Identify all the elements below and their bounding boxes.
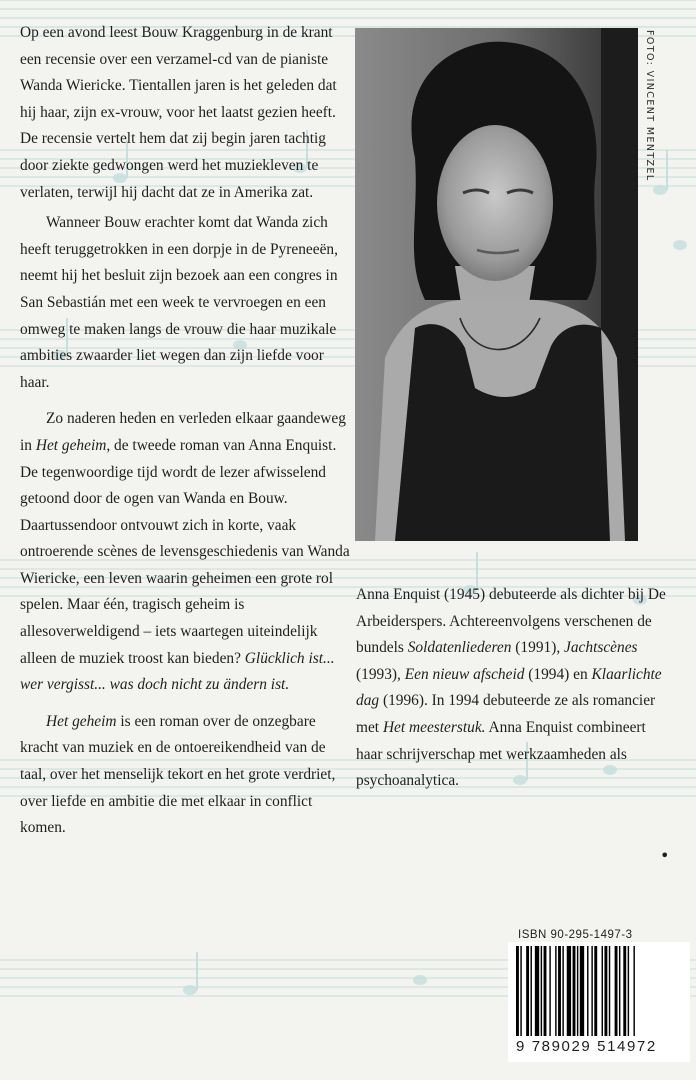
- barcode-bar: [562, 946, 563, 1036]
- barcode-bar: [609, 946, 610, 1036]
- bio-text: (1994) en: [524, 665, 592, 683]
- bio-text: (1996). In 1994 debuteerde ze als romancier met: [356, 692, 656, 736]
- bio-text: Anna Enquist (1945) debuteerde als dichter bij De Arbeiderspers. Achtereenvolgens verschenen de bundels: [356, 586, 666, 657]
- barcode-bar: [516, 946, 519, 1036]
- bullet-dot: •: [660, 846, 670, 865]
- barcode-number: 9 789029 514972: [516, 1038, 657, 1055]
- barcode-bar: [594, 946, 597, 1036]
- barcode-bar: [573, 946, 576, 1036]
- barcode-bar: [623, 946, 626, 1036]
- book-title: Het geheim: [46, 712, 117, 730]
- book-title: Jachtscènes: [564, 639, 638, 657]
- book-title: Klaarlichte dag: [356, 665, 662, 710]
- barcode-bar: [544, 946, 547, 1036]
- barcode-bar: [531, 946, 532, 1036]
- barcode-bar: [535, 946, 539, 1036]
- barcode-bar: [619, 946, 620, 1036]
- bio-paragraph: [356, 582, 676, 795]
- blurb-text: Zo naderen heden en verleden elkaar gaandeweg in: [20, 410, 346, 454]
- blurb-text: is een roman over de onzegbare kracht van muziek en de ontoereikendheid van de taal, over het menselijk tekort en het grote verdriet, over liefde en ambitie die met elkaar in conflict komen.: [20, 712, 336, 837]
- photo-credit: FOTO: VINCENT MENTZEL: [644, 30, 655, 182]
- barcode-bar: [558, 946, 561, 1036]
- book-title: Het geheim: [35, 436, 107, 454]
- book-blurb: [20, 20, 350, 842]
- author-photo: [355, 28, 638, 541]
- barcode-bar: [633, 946, 634, 1036]
- barcode-bar: [526, 946, 529, 1036]
- blurb-paragraph-4: [20, 709, 350, 842]
- bio-text: Anna Enquist combineert haar schrijverschap met werkzaamheden als psychoanalytica.: [356, 718, 646, 790]
- blurb-text: , de tweede roman van Anna Enquist. De tegenwoordige tijd wordt de lezer afwisselend getoond door de ogen van Wanda en Bouw. Daartussendoor ontvouwt zich in korte, vaak ontroerende scènes de levensgeschiedenis van Wanda Wiericke, een leven waarin geheimen een grote rol spelen. Maar één, tragisch geheim is allesoverweldigend – iets waartegen uiteindelijk alleen de muziek troost kan bieden?: [20, 436, 350, 667]
- barcode-bar: [615, 946, 618, 1036]
- barcode-bar: [591, 946, 592, 1036]
- barcode-bar: [520, 946, 521, 1036]
- book-title: Het meesterstuk.: [382, 718, 486, 736]
- barcode-bars: [514, 946, 684, 1036]
- barcode-bar: [549, 946, 550, 1036]
- isbn-label: ISBN 90-295-1497-3: [518, 929, 633, 941]
- barcode-bar: [602, 946, 603, 1036]
- barcode-bar: [628, 946, 629, 1036]
- quote: Glücklich ist... wer vergisst... was doch nicht zu ändern ist.: [20, 649, 335, 694]
- barcode-bar: [580, 946, 584, 1036]
- barcode: [508, 942, 690, 1062]
- barcode-bar: [567, 946, 571, 1036]
- bio-text: (1991),: [511, 639, 565, 657]
- barcode-bar: [604, 946, 607, 1036]
- bio-text: (1993),: [356, 665, 405, 683]
- barcode-bar: [577, 946, 578, 1036]
- blurb-paragraph-3: [20, 406, 350, 699]
- barcode-bar: [555, 946, 556, 1036]
- book-title: Een nieuw afscheid: [404, 665, 525, 683]
- author-bio: [356, 582, 676, 795]
- blurb-paragraph-2: Wanneer Bouw erachter komt dat Wanda zich heeft teruggetrokken in een dorpje in de Pyreneeën, neemt hij het besluit zijn bezoek aan een congres in San Sebastián met een week te vervroegen en een omweg te maken langs de vrouw die haar muzikale ambities zwaarder liet wegen dan zijn liefde voor haar.: [20, 214, 338, 391]
- barcode-bar: [587, 946, 588, 1036]
- book-title: Soldatenliederen: [407, 639, 512, 657]
- barcode-bar: [541, 946, 542, 1036]
- blurb-paragraph-1: Op een avond leest Bouw Kraggenburg in de krant een recensie over een verzamel-cd van de pianiste Wanda Wiericke. Tientallen jaren is het geleden dat hij haar, zijn ex-vrouw, voor het laatst gezien heeft. De recensie vertelt hem dat zij begin jaren tachtig door ziekte gedwongen werd het muziekleven te verlaten, terwijl hij dacht dat ze in Amerika zat.: [20, 24, 337, 201]
